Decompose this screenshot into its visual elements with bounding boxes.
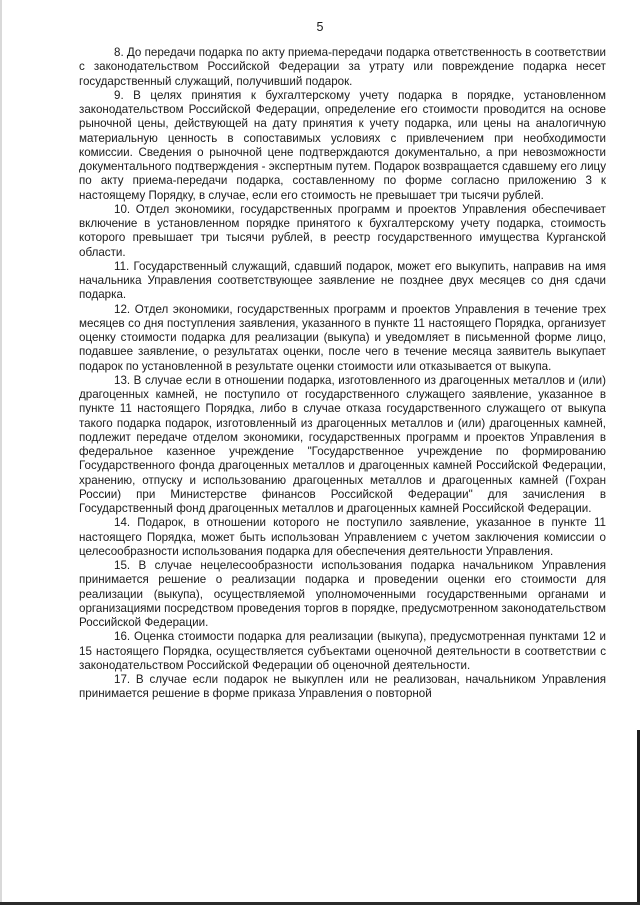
paragraph-12: 12. Отдел экономики, государственных программ и проектов Управления в течение трех месяцев со дня поступления заявления, указанного в пункте 11 настоящего Порядка, организует оценку стоимости подарка для реализации (выкупа) и уведомляет в письменной форме лицо, подавшее заявление, о результатах оценки, после чего в течение месяца заявитель выкупает подарок по установленной в результате оценки стоимости или отказывается от выкупа. [79,302,606,373]
document-body [79,46,606,702]
paragraph-11: 11. Государственный служащий, сдавший подарок, может его выкупить, направив на имя начальника Управления соответствующее заявление не позднее двух месяцев со дня сдачи подарка. [79,259,606,302]
paragraph-15: 15. В случае нецелесообразности использования подарка начальником Управления принимается решение о реализации подарка и проведении оценки его стоимости для реализации (выкупа), осуществляемой уполномоченными государственными органами и организациями посредством проведения торгов в порядке, предусмотренном законодательством Российской Федерации. [79,559,606,629]
paragraph-10: 10. Отдел экономики, государственных программ и проектов Управления обеспечивает включение в установленном порядке принятого к бухгалтерскому учету подарка, стоимость которого превышает три тысячи рублей, в реестр государственного имущества Курганской области. [79,202,606,259]
paragraph-8: 8. До передачи подарка по акту приема-передачи подарка ответственность в соответствии с законодательством Российской Федерации за утрату или повреждение подарка несет государственный служащий, получивший подарок. [79,46,606,88]
paragraph-14: 14. Подарок, в отношении которого не поступило заявление, указанное в пункте 11 настоящего Порядка, может быть использован Управлением с учетом заключения комиссии о целесообразности использования подарка для обеспечения деятельности Управления. [79,516,606,558]
paragraph-9: 9. В целях принятия к бухгалтерскому учету подарка в порядке, установленном законодательством Российской Федерации, определение его стоимости проводится на основе рыночной цены, действующей на дату принятия к учету подарка, или цены на аналогичную материальную ценность в сопоставимых условиях с привлечением при необходимости комиссии. Сведения о рыночной цене подтверждаются документально, а при невозможности документального подтверждения - экспертным путем. Подарок возвращается сдавшему его лицу по акту приема-передачи подарка, составленному по форме согласно приложению 3 к настоящему Порядку, в случае, если его стоимость не превышает три тысячи рублей. [79,88,606,202]
paragraph-13: 13. В случае если в отношении подарка, изготовленного из драгоценных металлов и (или) драгоценных камней, не поступило от государственного служащего заявление, указанное в пункте 11 настоящего Порядка, либо в случае отказа государственного служащего от выкупа такого подарка подарок, изготовленный из драгоценных металлов и (или) драгоценных камней, подлежит передаче отделом экономики, государственных программ и проектов Управления в федеральное казенное учреждение "Государственное учреждение по формированию Государственного фонда драгоценных металлов и драгоценных камней Российской Федерации, хранению, отпуску и использованию драгоценных металлов и драгоценных камней (Гохран России) при Министерстве финансов Российской Федерации" для зачисления в Государственный фонд драгоценных металлов и драгоценных камней Российской Федерации. [79,373,606,515]
scan-edge-left [0,0,2,905]
paragraph-17: 17. В случае если подарок не выкуплен или не реализован, начальником Управления принимается решение в форме приказа Управления о повторной [79,673,606,701]
paragraph-16: 16. Оценка стоимости подарка для реализации (выкупа), предусмотренная пунктами 12 и 15 настоящего Порядка, осуществляется субъектами оценочной деятельности в соответствии с законодательством Российской Федерации об оценочной деятельности. [79,630,606,672]
page-number: 5 [316,20,324,34]
